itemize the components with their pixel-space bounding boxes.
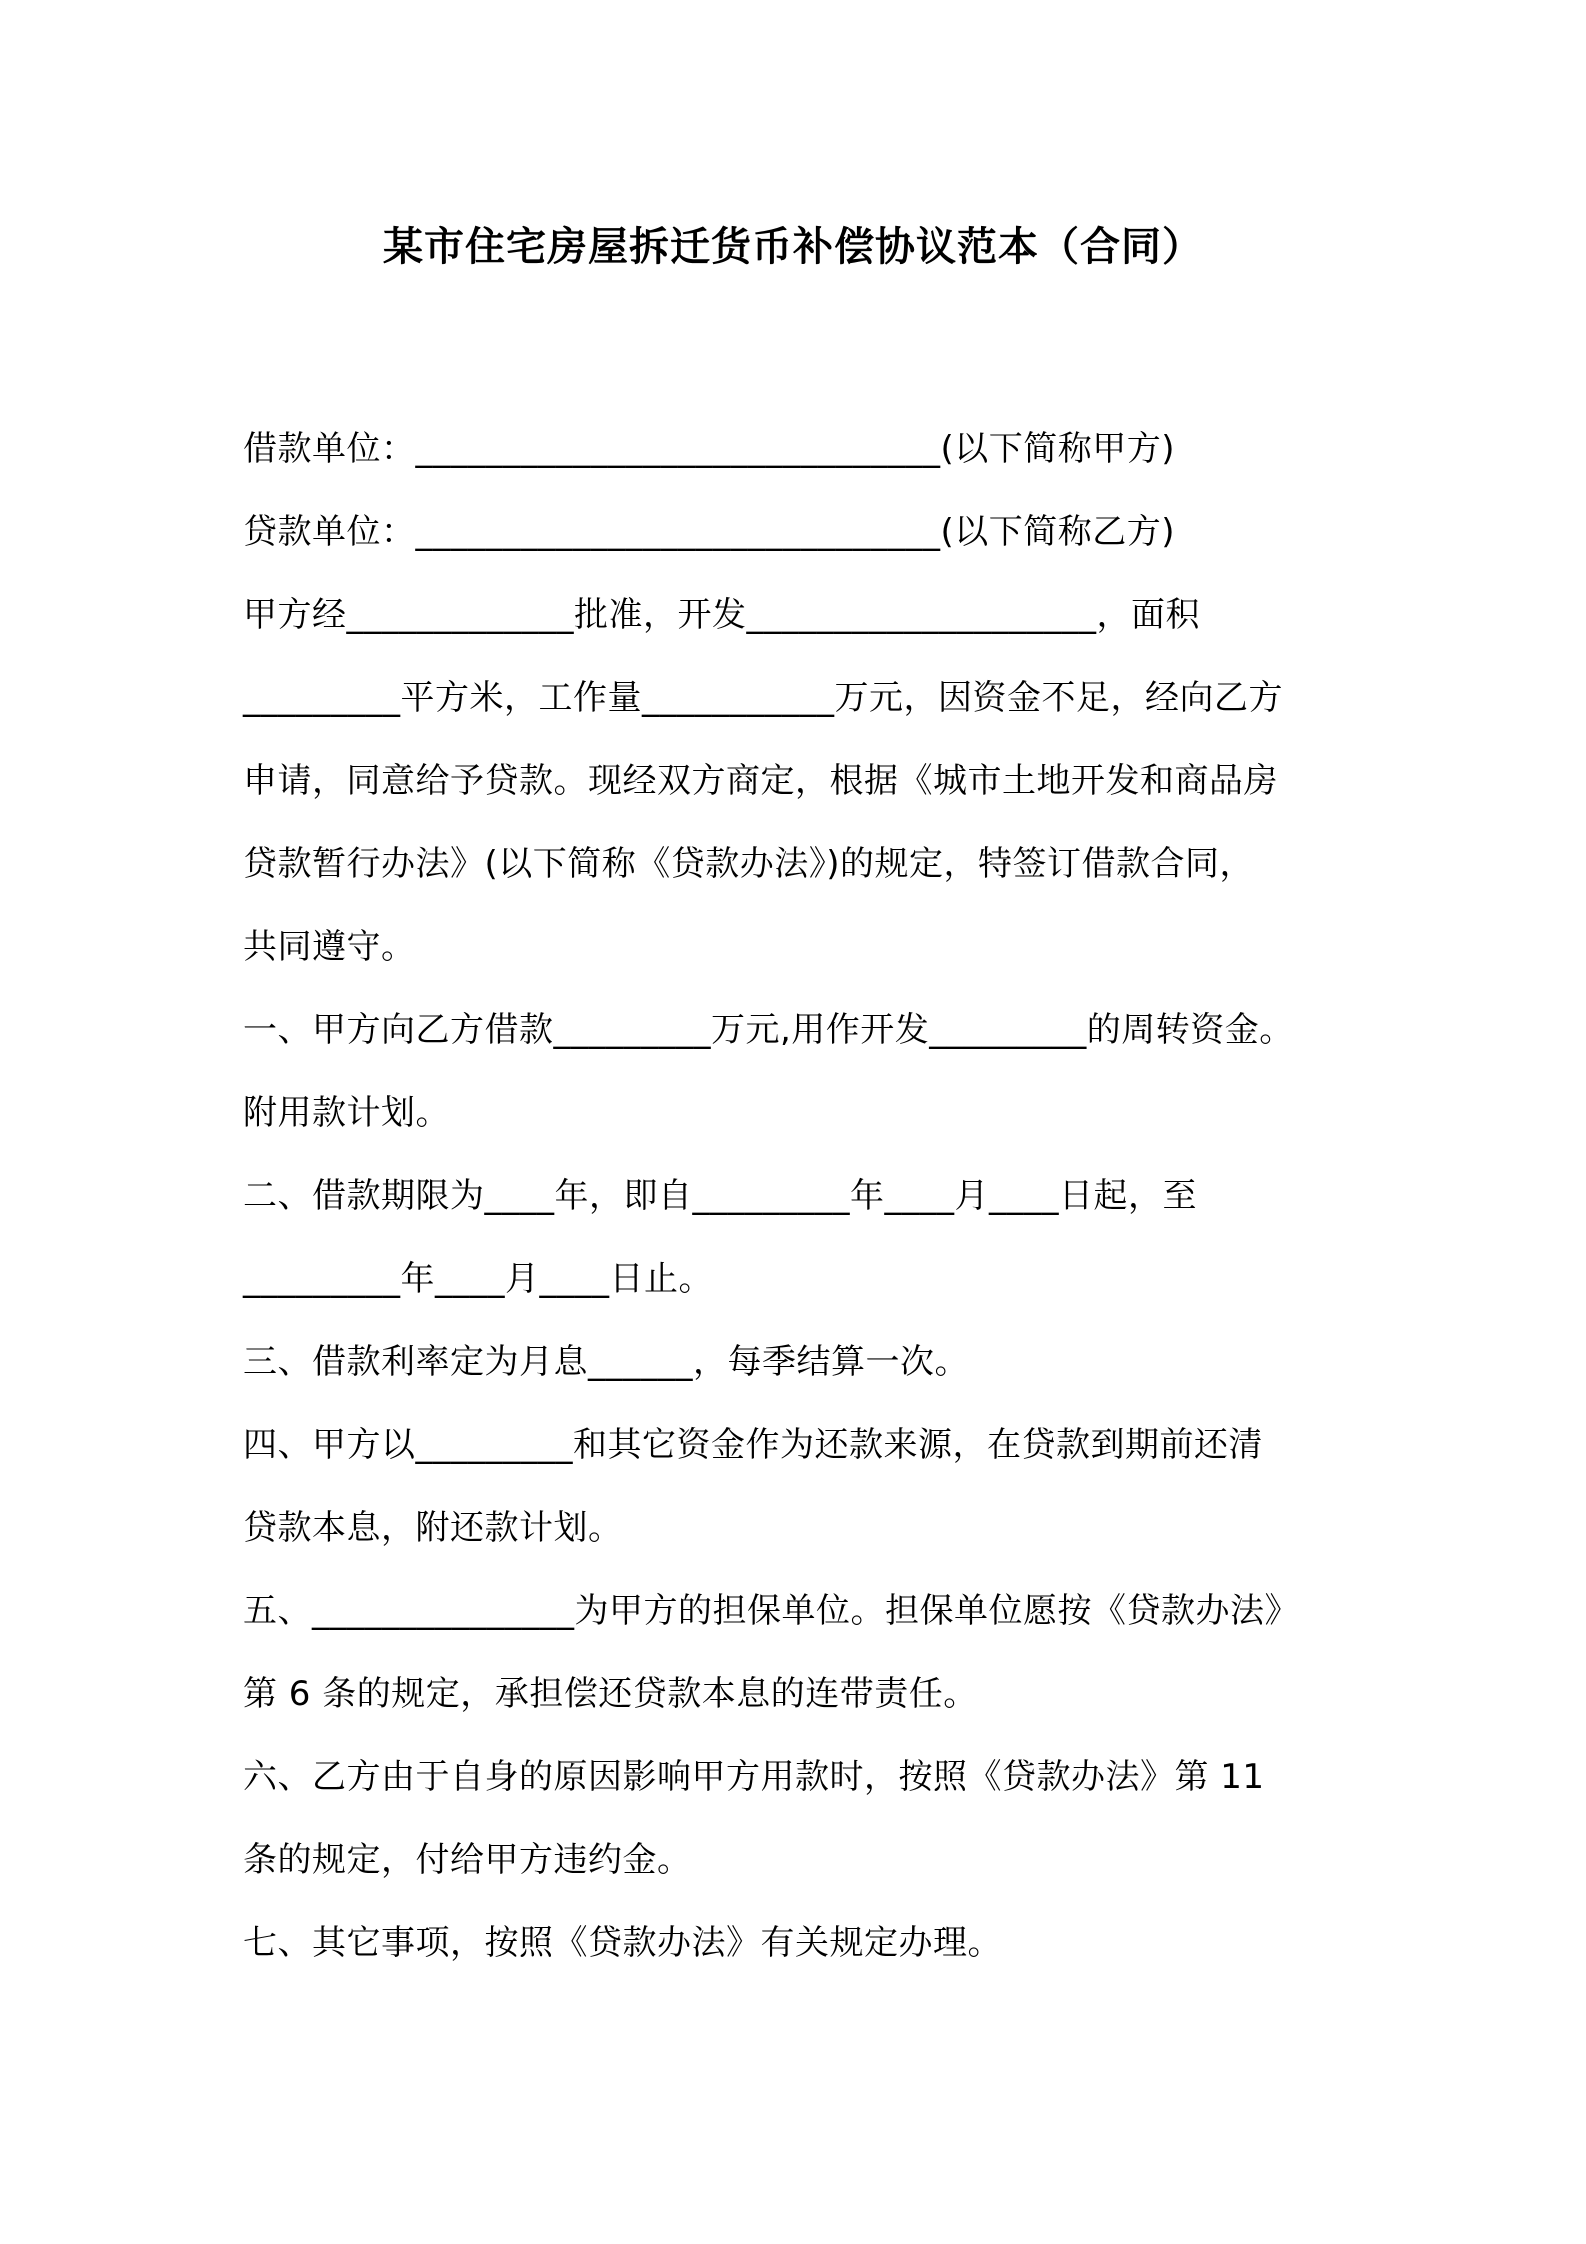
clause-1-line-1: 一、甲方向乙方借款_________万元,用作开发_________的周转资金。	[243, 1010, 1294, 1050]
clause-6-line-1: 六、乙方由于自身的原因影响甲方用款时，按照《贷款办法》第 11	[243, 1757, 1265, 1797]
clause-5-line-1: 五、_______________为甲方的担保单位。担保单位愿按《贷款办法》	[243, 1591, 1299, 1631]
clause-4-line-1: 四、甲方以_________和其它资金作为还款来源，在贷款到期前还清	[243, 1425, 1263, 1465]
clause-4-line-2: 贷款本息，附还款计划。	[243, 1508, 623, 1548]
borrower-line: 借款单位：______________________________(以下简称甲方)	[243, 429, 1176, 469]
preamble-line-4: 贷款暂行办法》(以下简称《贷款办法》)的规定，特签订借款合同，	[243, 844, 1255, 884]
preamble-line-3: 申请，同意给予贷款。现经双方商定，根据《城市土地开发和商品房	[243, 761, 1278, 801]
clause-3-line-1: 三、借款利率定为月息______，每季结算一次。	[243, 1342, 969, 1382]
clause-1-line-2: 附用款计划。	[243, 1093, 450, 1133]
clause-6-line-2: 条的规定，付给甲方违约金。	[243, 1840, 692, 1880]
clause-7-line-1: 七、其它事项，按照《贷款办法》有关规定办理。	[243, 1923, 1002, 1963]
clause-2-line-1: 二、借款期限为____年，即自_________年____月____日起，至	[243, 1176, 1197, 1216]
preamble-line-5: 共同遵守。	[243, 927, 416, 967]
document-body	[243, 408, 1363, 1985]
preamble-line-1: 甲方经_____________批准，开发____________________，面积	[243, 595, 1200, 635]
document-title: 某市住宅房屋拆迁货币补偿协议范本（合同）	[383, 224, 1203, 270]
clause-2-line-2: _________年____月____日止。	[243, 1259, 713, 1299]
lender-line: 贷款单位：______________________________(以下简称乙方)	[243, 512, 1176, 552]
preamble-line-2: _________平方米，工作量___________万元，因资金不足，经向乙方	[243, 678, 1283, 718]
clause-5-line-2: 第 6 条的规定，承担偿还贷款本息的连带责任。	[243, 1674, 978, 1714]
